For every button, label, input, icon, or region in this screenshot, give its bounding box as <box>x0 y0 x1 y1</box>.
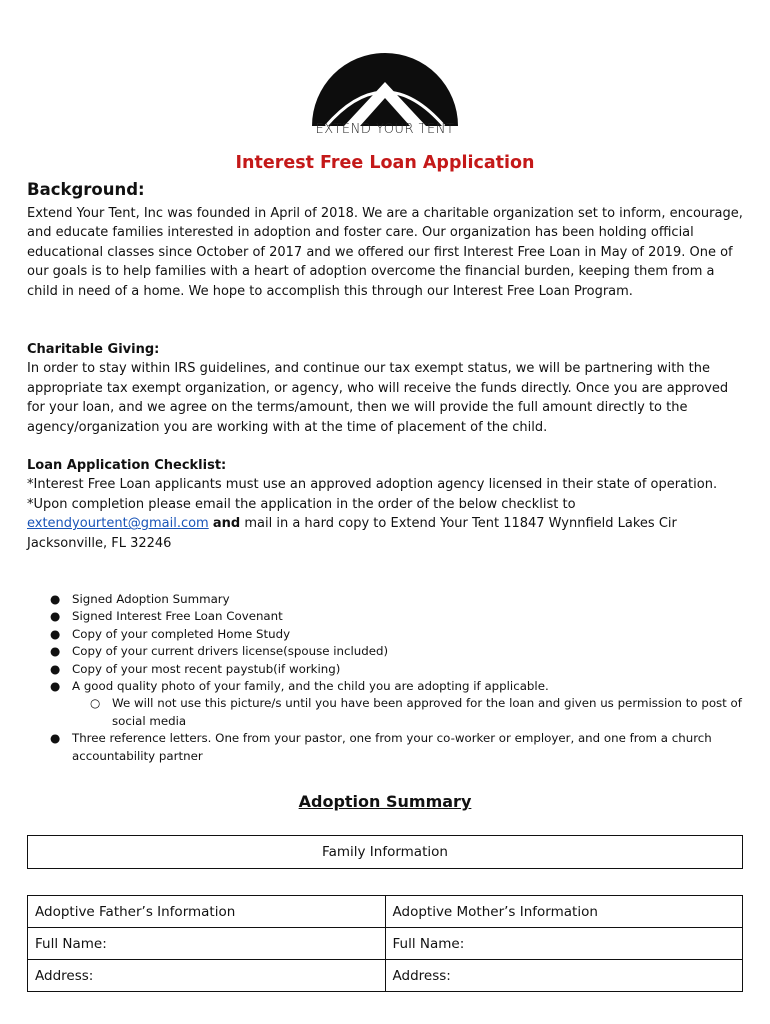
page-title: Interest Free Loan Application <box>235 153 535 173</box>
submission-text-end: mail in a hard copy to Extend Your Tent 11847 Wynnfield Lakes Cir Jacksonville, FL 32246 <box>27 516 677 551</box>
charitable-text: In order to stay within IRS guidelines, and continue our tax exempt status, we will be partnering with the appropriate tax exempt organization, or agency, who will receive the funds directly. Once you are approved for your loan, and we agree on the terms/amount, then we will provide the full amount directly to the agency/organization you are working with at the time of placement of the child. <box>27 361 729 435</box>
list-item: ● Signed Adoption Summary <box>50 591 750 608</box>
list-item: ● Signed Interest Free Loan Covenant <box>50 608 750 625</box>
checklist-requirement: *Interest Free Loan applicants must use an approved adoption agency licensed in their state of operation. <box>27 477 718 493</box>
parent-info-table <box>27 895 743 992</box>
bullet-icon: ● <box>50 679 61 694</box>
charitable-section <box>27 340 747 437</box>
and-word: and <box>212 516 241 532</box>
background-heading: Background: <box>27 180 145 199</box>
father-info-header: Adoptive Father’s Information <box>28 896 386 928</box>
bullet-icon: ● <box>50 609 61 624</box>
list-item: ● A good quality photo of your family, and the child you are adopting if applicable. <box>50 678 750 695</box>
checklist-submission <box>27 495 747 553</box>
list-item: ● Copy of your current drivers license(spouse included) <box>50 643 750 660</box>
father-full-name-field[interactable]: Full Name: <box>28 928 386 960</box>
submission-text-start: *Upon completion please email the application in the order of the below checklist to <box>27 496 576 512</box>
checklist-bullets <box>50 591 750 765</box>
background-text: Extend Your Tent, Inc was founded in April of 2018. We are a charitable organization set to inform, encourage, and educate families interested in adoption and foster care. Our organization has been holding official educational classes since October of 2017 and we offered our first Interest Free Loan in May of 2019. One of our goals is to help families with a heart of adoption overcome the financial burden, keeping them from a child in need of a home. We hope to accomplish this through our Interest Free Loan Program. <box>27 206 743 299</box>
bullet-icon: ● <box>50 626 61 641</box>
table-row <box>28 896 743 928</box>
family-information-box: Family Information <box>27 835 743 869</box>
bullet-icon: ● <box>50 644 61 659</box>
circle-bullet-icon: ○ <box>90 696 101 711</box>
logo-text: EXTEND YOUR TENT <box>315 122 455 137</box>
table-row <box>28 928 743 960</box>
table-row <box>28 960 743 992</box>
checklist-section <box>27 456 747 553</box>
mother-full-name-field[interactable]: Full Name: <box>385 928 743 960</box>
charitable-heading: Charitable Giving: <box>27 342 160 357</box>
bullet-icon: ● <box>50 661 61 676</box>
adoption-summary-heading: Adoption Summary <box>298 792 472 811</box>
list-item: ● Copy of your completed Home Study <box>50 626 750 643</box>
list-item: ● Copy of your most recent paystub(if working) <box>50 661 750 678</box>
father-address-field[interactable]: Address: <box>28 960 386 992</box>
bullet-icon: ● <box>50 592 61 606</box>
mother-address-field[interactable]: Address: <box>385 960 743 992</box>
list-item: ● Three reference letters. One from your pastor, one from your co-worker or employer, and one from a church accountability partner <box>50 730 750 765</box>
mother-info-header: Adoptive Mother’s Information <box>385 896 743 928</box>
checklist-heading: Loan Application Checklist: <box>27 458 227 473</box>
bullet-icon: ● <box>50 731 61 746</box>
sub-list-item: ○ We will not use this picture/s until you have been approved for the loan and given us permission to post of social media <box>50 695 750 730</box>
email-link[interactable]: extendyourtent@gmail.com <box>27 516 209 532</box>
